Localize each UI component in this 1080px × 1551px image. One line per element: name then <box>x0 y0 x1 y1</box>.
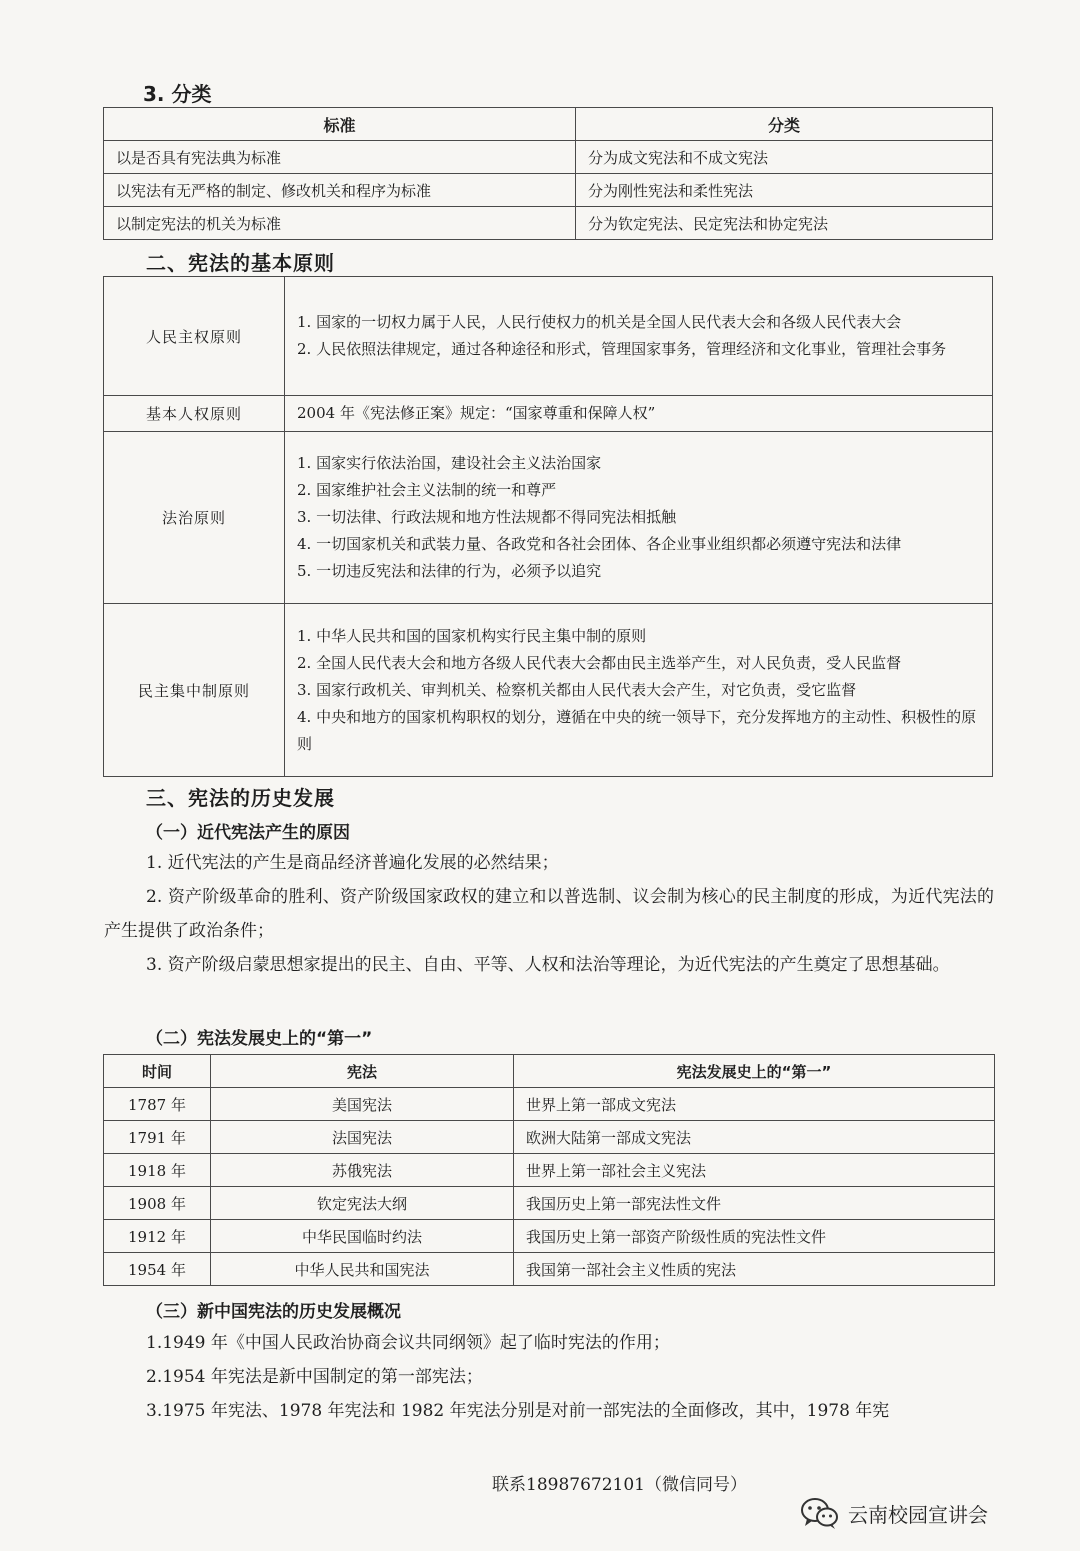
principle-item: 3. 一切法律、行政法规和地方性法规都不得同宪法相抵触 <box>297 508 677 526</box>
cell-constitution: 中华人民共和国宪法 <box>211 1253 514 1286</box>
firsts-title: （二）宪法发展史上的“第一” <box>146 1029 373 1049</box>
cell-year: 1787 年 <box>104 1088 211 1121</box>
table-row <box>104 1253 995 1286</box>
cell-year: 1791 年 <box>104 1121 211 1154</box>
principle-item: 1. 国家实行依法治国，建设社会主义法治国家 <box>297 454 602 472</box>
cell-category: 分为钦定宪法、民定宪法和协定宪法 <box>576 207 993 240</box>
cell-first: 我国历史上第一部资产阶级性质的宪法性文件 <box>514 1220 995 1253</box>
principle-item: 5. 一切违反宪法和法律的行为，必须予以追究 <box>297 562 602 580</box>
origin-paragraph: 2. 资产阶级革命的胜利、资产阶级国家政权的建立和以普选制、议会制为核心的民主制度的形成，为近代宪法的产生提供了政治条件； <box>104 887 994 941</box>
principle-item: 4. 中央和地方的国家机构职权的划分，遵循在中央的统一领导下，充分发挥地方的主动性、积极性的原则 <box>297 707 977 753</box>
table-row <box>104 141 993 174</box>
principle-item: 3. 国家行政机关、审判机关、检察机关都由人民代表大会产生，对它负责，受它监督 <box>297 680 857 699</box>
principle-name: 民主集中制原则 <box>104 604 285 777</box>
cell-year: 1954 年 <box>104 1253 211 1286</box>
table-row <box>104 1121 995 1154</box>
new-china-paragraph: 2.1954 年宪法是新中国制定的第一部宪法； <box>146 1367 483 1387</box>
principle-item: 2. 全国人民代表大会和地方各级人民代表大会都由民主选举产生，对人民负责，受人民监督 <box>297 653 902 672</box>
table-row <box>104 396 993 432</box>
principle-items <box>285 432 993 604</box>
cell-constitution: 法国宪法 <box>211 1121 514 1154</box>
firsts-table <box>103 1054 995 1286</box>
cell-first: 世界上第一部社会主义宪法 <box>514 1154 995 1187</box>
principle-name: 人民主权原则 <box>104 277 285 396</box>
table-row <box>104 277 993 396</box>
table-row <box>104 1220 995 1253</box>
wechat-icon <box>800 1496 840 1530</box>
cell-category: 分为刚性宪法和柔性宪法 <box>576 174 993 207</box>
principle-items <box>285 604 993 777</box>
header-standard: 标准 <box>104 108 576 141</box>
table-row <box>104 174 993 207</box>
cell-first: 我国历史上第一部宪法性文件 <box>514 1187 995 1220</box>
principle-item: 2. 人民依照法律规定，通过各种途径和形式，管理国家事务，管理经济和文化事业，管理社会事务 <box>297 340 947 358</box>
cell-constitution: 中华民国临时约法 <box>211 1220 514 1253</box>
principles-table <box>103 276 993 777</box>
header-category: 分类 <box>576 108 993 141</box>
origin-paragraphs <box>104 846 994 982</box>
cell-constitution: 美国宪法 <box>211 1088 514 1121</box>
principle-name: 基本人权原则 <box>104 396 285 432</box>
brand-watermark <box>800 1496 988 1530</box>
origin-paragraph: 1. 近代宪法的产生是商品经济普遍化发展的必然结果； <box>146 853 559 873</box>
cell-year: 1912 年 <box>104 1220 211 1253</box>
principles-title: 二、宪法的基本原则 <box>146 251 335 275</box>
cell-first: 欧洲大陆第一部成文宪法 <box>514 1121 995 1154</box>
origin-title: （一）近代宪法产生的原因 <box>146 823 350 843</box>
principle-items <box>285 277 993 396</box>
cell-standard: 以是否具有宪法典为标准 <box>104 141 576 174</box>
cell-year: 1908 年 <box>104 1187 211 1220</box>
table-row <box>104 432 993 604</box>
header-constitution: 宪法 <box>211 1055 514 1088</box>
classification-table <box>103 107 993 240</box>
table-header-row <box>104 1055 995 1088</box>
cell-constitution: 钦定宪法大纲 <box>211 1187 514 1220</box>
classification-title: 3. 分类 <box>143 82 212 106</box>
new-china-paragraph: 3.1975 年宪法、1978 年宪法和 1982 年宪法分别是对前一部宪法的全面修改，其中，1978 年宪 <box>146 1401 890 1421</box>
history-title: 三、宪法的历史发展 <box>146 786 335 810</box>
new-china-paragraph: 1.1949 年《中国人民政治协商会议共同纲领》起了临时宪法的作用； <box>146 1333 670 1353</box>
cell-standard: 以宪法有无严格的制定、修改机关和程序为标准 <box>104 174 576 207</box>
contact-text: 联系18987672101（微信同号） <box>492 1475 747 1495</box>
cell-first: 世界上第一部成文宪法 <box>514 1088 995 1121</box>
principle-item: 2. 国家维护社会主义法制的统一和尊严 <box>297 481 557 499</box>
cell-first: 我国第一部社会主义性质的宪法 <box>514 1253 995 1286</box>
table-header-row <box>104 108 993 141</box>
brand-name: 云南校园宣讲会 <box>848 1502 988 1527</box>
origin-paragraph: 3. 资产阶级启蒙思想家提出的民主、自由、平等、人权和法治等理论，为近代宪法的产生奠定了思想基础。 <box>146 955 950 975</box>
principle-item: 1. 国家的一切权力属于人民，人民行使权力的机关是全国人民代表大会和各级人民代表大会 <box>297 313 902 331</box>
cell-category: 分为成文宪法和不成文宪法 <box>576 141 993 174</box>
principle-name: 法治原则 <box>104 432 285 604</box>
principle-items <box>285 396 993 432</box>
table-row <box>104 1088 995 1121</box>
table-row <box>104 1187 995 1220</box>
new-china-paragraphs <box>104 1326 996 1428</box>
header-time: 时间 <box>104 1055 211 1088</box>
cell-constitution: 苏俄宪法 <box>211 1154 514 1187</box>
table-row <box>104 207 993 240</box>
cell-standard: 以制定宪法的机关为标准 <box>104 207 576 240</box>
table-row <box>104 604 993 777</box>
header-first: 宪法发展史上的“第一” <box>514 1055 995 1088</box>
cell-year: 1918 年 <box>104 1154 211 1187</box>
principle-item: 4. 一切国家机关和武装力量、各政党和各社会团体、各企业事业组织都必须遵守宪法和法律 <box>297 535 902 553</box>
principle-item: 2004 年《宪法修正案》规定：“国家尊重和保障人权” <box>297 404 656 422</box>
table-row <box>104 1154 995 1187</box>
principle-item: 1. 中华人民共和国的国家机构实行民主集中制的原则 <box>297 626 647 645</box>
new-china-title: （三）新中国宪法的历史发展概况 <box>146 1302 401 1322</box>
